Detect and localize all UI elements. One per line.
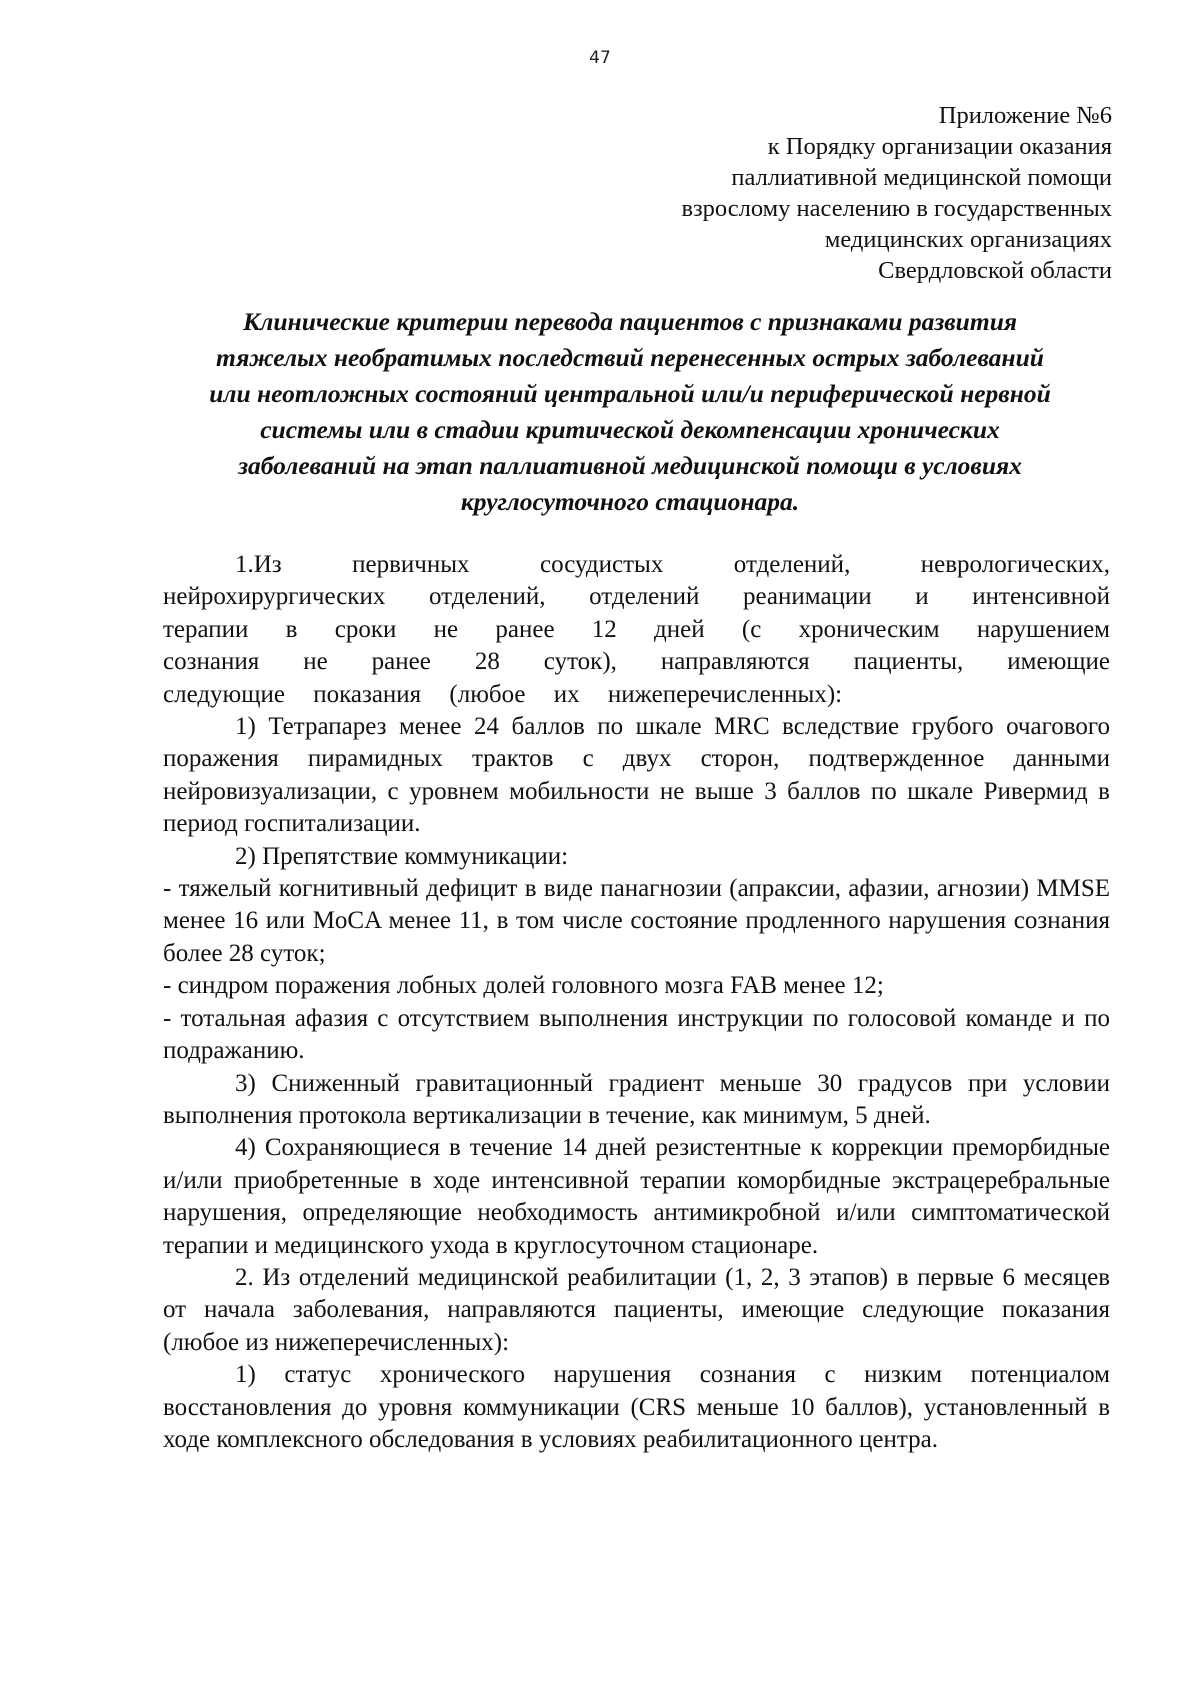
annex-line: медицинских организациях [824, 226, 1112, 253]
annex-line: паллиативной медицинской помощи [731, 164, 1112, 191]
title-line: или неотложных состояний центральной или/и периферической нервной [209, 379, 1051, 408]
page-number: 47 [589, 48, 611, 68]
title-line: Клинические критерии перевода пациентов с признаками развития [242, 307, 1018, 336]
document-title [155, 304, 1105, 520]
paragraph-1: 1.Из первичных сосудистых отделений, неврологических, нейрохирургических отделений, отделений реанимации и интенсивной терапии в сроки не ранее 12 дней (с хроническим нарушением сознания не ранее 28 суток), направляются пациенты, имеющие следующие показания (любое их нижеперечисленных): [163, 551, 1110, 708]
document-body [163, 549, 1110, 1456]
paragraph-1-item-3: 3) Сниженный гравитационный градиент меньше 30 градусов при условии выполнения протокола вертикализации в течение, как минимум, 5 дней. [163, 1069, 1110, 1129]
paragraph-1-item-2: 2) Препятствие коммуникации: [235, 842, 569, 870]
annex-line: Приложение №6 [938, 102, 1112, 129]
title-line: круглосуточного стационара. [460, 487, 800, 516]
annex-header [681, 100, 1112, 286]
paragraph-2-item-1: 1) статус хронического нарушения сознания с низким потенциалом восстановления до уровня коммуникации (CRS меньше 10 баллов), установленный в ходе комплексного обследования в условиях реабилитационного центра. [163, 1361, 1110, 1453]
paragraph-2: 2. Из отделений медицинской реабилитации (1, 2, 3 этапов) в первые 6 месяцев от начала заболевания, направляются пациенты, имеющие следующие показания (любое из нижеперечисленных): [163, 1263, 1110, 1356]
paragraph-1-item-4: 4) Сохраняющиеся в течение 14 дней резистентные к коррекции преморбидные и/или приобретенные в ходе интенсивной терапии коморбидные экстрацеребральные нарушения, определяющие необходимость антимикробной и/или симптоматической терапии и медицинского ухода в круглосуточном стационаре. [163, 1134, 1110, 1259]
annex-line: к Порядку организации оказания [767, 133, 1112, 160]
title-line: системы или в стадии критической декомпенсации хронических [260, 415, 1000, 444]
paragraph-1-item-2-bullet: - тяжелый когнитивный дефицит в виде панагнозии (апраксии, афазии, агнозии) MMSE менее 16 или MoCA менее 11, в том числе состояние продленного нарушения сознания более 28 суток; [163, 875, 1110, 967]
title-line: заболеваний на этап паллиативной медицинской помощи в условиях [238, 451, 1022, 480]
paragraph-1-item-2-bullet: - тотальная афазия с отсутствием выполнения инструкции по голосовой команде и по подражанию. [163, 1004, 1110, 1065]
annex-line: взрослому населению в государственных [681, 195, 1112, 222]
paragraph-1-item-1: 1) Тетрапарез менее 24 баллов по шкале MRC вследствие грубого очагового поражения пирамидных трактов с двух сторон, подтвержденное данными нейровизуализации, с уровнем мобильности не выше 3 баллов по шкале Ривермид в период госпитализации. [163, 713, 1110, 838]
title-line: тяжелых необратимых последствий перенесенных острых заболеваний [216, 343, 1044, 372]
paragraph-1-item-2-bullet: - синдром поражения лобных долей головного мозга FAB менее 12; [163, 972, 884, 1000]
annex-line: Свердловской области [878, 257, 1112, 284]
